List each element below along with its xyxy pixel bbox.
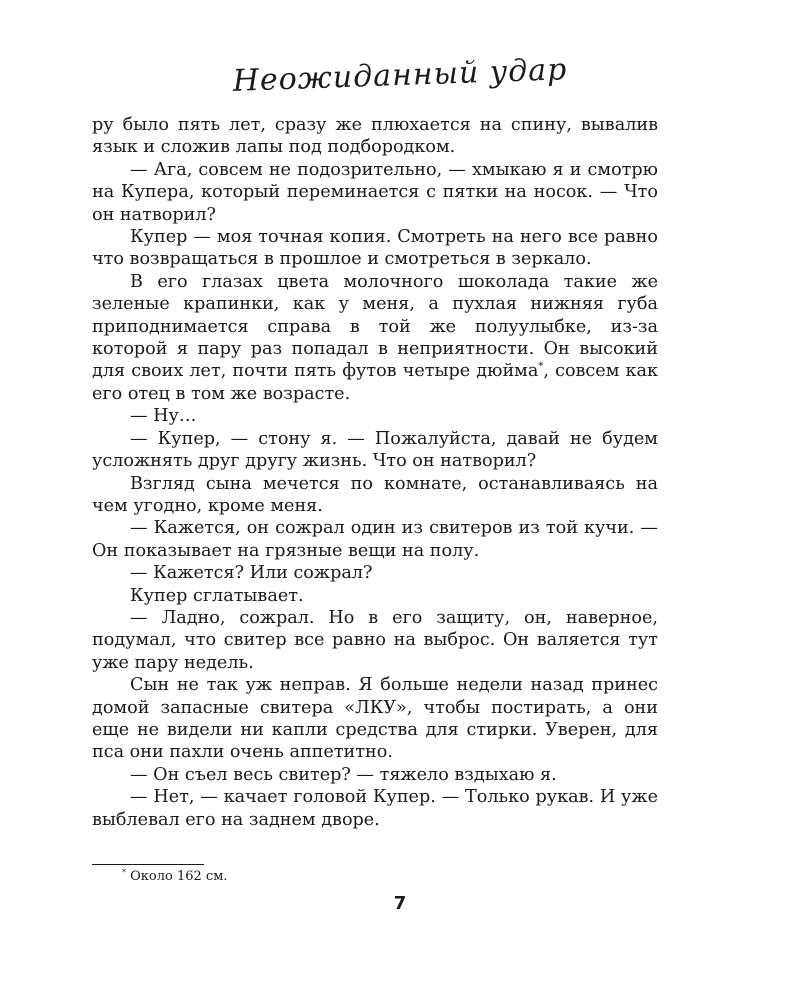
paragraph: — Ну… <box>130 406 197 427</box>
paragraph: — Кажется, он сожрал один из свитеров из той кучи. — Он показывает на грязные вещи на полу. <box>92 518 658 561</box>
paragraph: Взгляд сына мечется по комнате, останавливаясь на чем угодно, кроме меня. <box>92 473 658 516</box>
paragraph: — Кажется? Или сожрал? <box>130 563 373 584</box>
paragraph: Купер сглатывает. <box>130 585 304 606</box>
footnote-text: Около 162 см. <box>130 869 228 884</box>
paragraph: — Он съел весь свитер? — тяжело вздыхаю я. <box>130 764 557 785</box>
page-number: 7 <box>393 893 407 914</box>
footnote-reference: * <box>538 361 544 373</box>
body-text <box>92 114 658 831</box>
running-head: Неожиданный удар <box>232 52 568 99</box>
paragraph: — Нет, — качает головой Купер. — Только рукав. И уже выблевал его на заднем дворе. <box>92 787 658 830</box>
footnote-divider <box>92 864 204 865</box>
footnote-mark: * <box>122 868 126 877</box>
paragraph: В его глазах цвета молочного шоколада такие же зеленые крапинки, как у меня, а пухлая нижняя губа приподнимается справа в той же полуулыбке, из-за которой я пару раз попадал в неприятности. Он высокий для своих лет, почти пять футов четыре дюйма*, совсем как его отец в том же возрасте. <box>92 271 658 404</box>
paragraph: — Ладно, сожрал. Но в его защиту, он, наверное, подумал, что свитер все равно на выброс. Он валяется тут уже пару недель. <box>92 607 658 673</box>
paragraph: ру было пять лет, сразу же плюхается на спину, вывалив язык и сложив лапы под подбородком. <box>92 115 658 158</box>
footnote <box>122 869 227 884</box>
paragraph: — Купер, — стону я. — Пожалуйста, давай не будем усложнять друг другу жизнь. Что он натворил? <box>92 428 658 472</box>
paragraph: — Ага, совсем не подозрительно, — хмыкаю я и смотрю на Купера, который переминается с пятки на носок. — Что он натворил? <box>92 159 658 225</box>
paragraph: Купер — моя точная копия. Смотреть на него все равно что возвращаться в прошлое и смотреться в зеркало. <box>92 227 658 270</box>
paragraph: Сын не так уж неправ. Я больше недели назад принес домой запасные свитера «ЛКУ», чтобы постирать, а они еще не видели ни капли средства для стирки. Уверен, для пса они пахли очень аппетитно. <box>92 675 658 763</box>
